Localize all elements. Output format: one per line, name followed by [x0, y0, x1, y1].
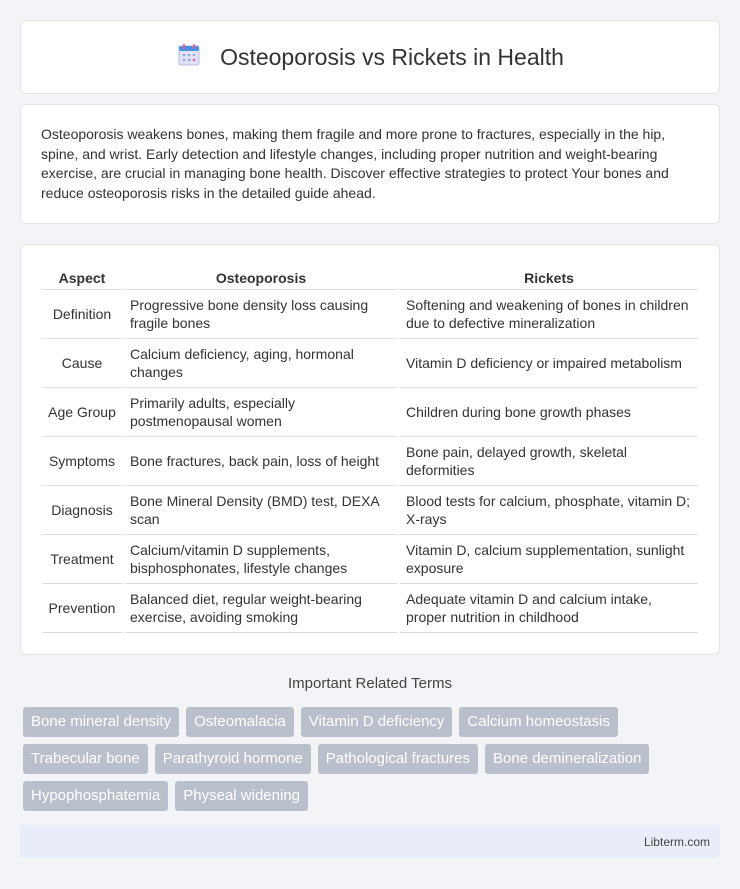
aspect-cell: Definition	[42, 289, 123, 338]
table-row	[42, 485, 698, 534]
rickets-cell: Adequate vitamin D and calcium intake, proper nutrition in childhood	[399, 583, 698, 632]
related-term-tag[interactable]: Trabecular bone	[23, 744, 148, 774]
osteoporosis-cell: Bone fractures, back pain, loss of height	[123, 436, 399, 485]
osteoporosis-cell: Progressive bone density loss causing fragile bones	[123, 289, 399, 338]
table-header-row	[42, 267, 698, 289]
osteoporosis-cell: Calcium deficiency, aging, hormonal changes	[123, 338, 399, 387]
comparison-card	[20, 244, 720, 655]
related-term-tag[interactable]: Physeal widening	[175, 781, 308, 811]
comparison-table	[42, 267, 698, 633]
table-row	[42, 289, 698, 338]
header-aspect: Aspect	[42, 267, 123, 289]
related-terms-title: Important Related Terms	[288, 675, 452, 692]
header-osteoporosis: Osteoporosis	[123, 267, 399, 289]
osteoporosis-cell: Balanced diet, regular weight-bearing exercise, avoiding smoking	[123, 583, 399, 632]
header	[176, 42, 564, 73]
header-rickets: Rickets	[399, 267, 698, 289]
rickets-cell: Children during bone growth phases	[399, 387, 698, 436]
aspect-cell: Treatment	[42, 534, 123, 583]
rickets-cell: Vitamin D, calcium supplementation, sunlight exposure	[399, 534, 698, 583]
header-card	[20, 20, 720, 94]
intro-card	[20, 104, 720, 224]
table-row	[42, 534, 698, 583]
rickets-cell: Softening and weakening of bones in children due to defective mineralization	[399, 289, 698, 338]
rickets-cell: Vitamin D deficiency or impaired metabolism	[399, 338, 698, 387]
related-term-tag[interactable]: Osteomalacia	[186, 707, 294, 737]
rickets-cell: Bone pain, delayed growth, skeletal deformities	[399, 436, 698, 485]
aspect-cell: Prevention	[42, 583, 123, 632]
related-terms-list	[23, 707, 723, 811]
table-row	[42, 338, 698, 387]
osteoporosis-cell: Bone Mineral Density (BMD) test, DEXA scan	[123, 485, 399, 534]
osteoporosis-cell: Primarily adults, especially postmenopausal women	[123, 387, 399, 436]
related-term-tag[interactable]: Bone mineral density	[23, 707, 179, 737]
related-term-tag[interactable]: Calcium homeostasis	[459, 707, 618, 737]
aspect-cell: Symptoms	[42, 436, 123, 485]
related-term-tag[interactable]: Pathological fractures	[318, 744, 478, 774]
intro-text: Osteoporosis weakens bones, making them fragile and more prone to fractures, especially in the hip, spine, and wrist. Early detection and lifestyle changes, including proper nutrition and weight-bearing exercise, are crucial in managing bone health. Discover effective strategies to protect Your bones and reduce osteoporosis risks in the detailed guide ahead.	[41, 126, 669, 201]
table-row	[42, 387, 698, 436]
footer	[20, 825, 720, 858]
aspect-cell: Cause	[42, 338, 123, 387]
aspect-cell: Age Group	[42, 387, 123, 436]
aspect-cell: Diagnosis	[42, 485, 123, 534]
table-row	[42, 436, 698, 485]
related-term-tag[interactable]: Vitamin D deficiency	[301, 707, 453, 737]
related-term-tag[interactable]: Parathyroid hormone	[155, 744, 311, 774]
rickets-cell: Blood tests for calcium, phosphate, vitamin D; X-rays	[399, 485, 698, 534]
page-title: Osteoporosis vs Rickets in Health	[220, 43, 564, 70]
table-row	[42, 583, 698, 632]
calendar-icon	[176, 42, 202, 73]
osteoporosis-cell: Calcium/vitamin D supplements, bisphosphonates, lifestyle changes	[123, 534, 399, 583]
related-term-tag[interactable]: Bone demineralization	[485, 744, 649, 774]
related-term-tag[interactable]: Hypophosphatemia	[23, 781, 168, 811]
footer-link[interactable]: Libterm.com	[643, 834, 710, 849]
